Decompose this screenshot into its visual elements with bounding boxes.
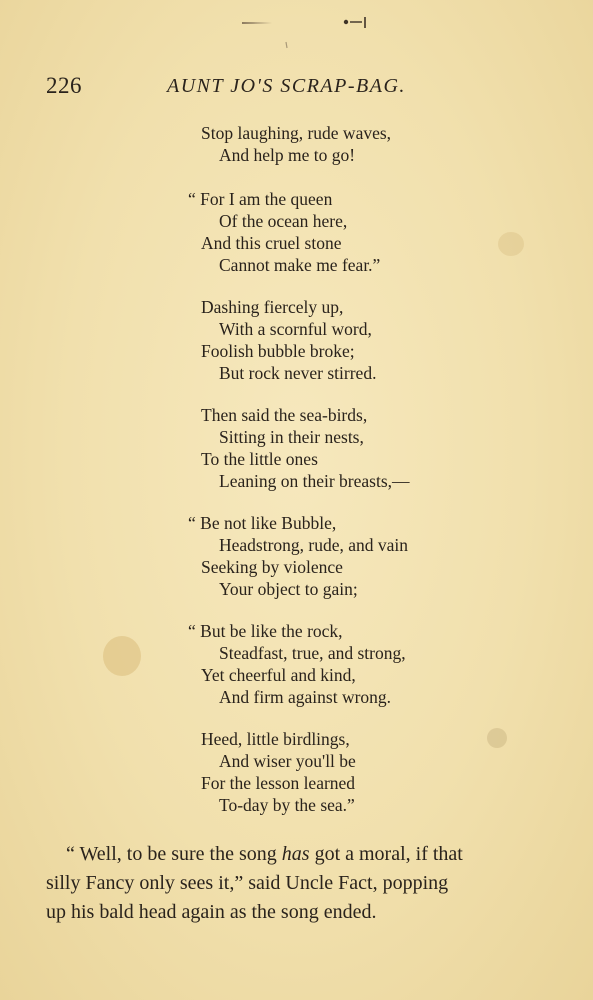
prose-line (46, 840, 546, 869)
poem-line: Dashing fiercely up, (201, 297, 344, 317)
poem-line: “ For I am the queen (188, 189, 333, 209)
poem-line: Seeking by violence (201, 557, 343, 577)
stanza-2 (0, 188, 593, 276)
stanza-4 (0, 404, 593, 492)
poem-line: To-day by the sea.” (219, 795, 355, 815)
page-header (0, 73, 593, 99)
stanza-3 (0, 296, 593, 384)
prose-text: “ Well, to be sure the song (66, 843, 282, 865)
prose-line: up his bald head again as the song ended. (46, 901, 377, 923)
poem-line: “ But be like the rock, (188, 621, 343, 641)
prose-text: got a moral, if that (309, 843, 463, 865)
poem-line: Of the ocean here, (219, 211, 348, 231)
prose-line: silly Fancy only sees it,” said Uncle Fact, popping (46, 872, 449, 894)
poem-line: Headstrong, rude, and vain (219, 535, 409, 555)
poem-line: Stop laughing, rude waves, (201, 123, 392, 143)
poem-line: Cannot make me fear.” (219, 255, 381, 275)
stanza-6 (0, 620, 593, 708)
stanza-5 (0, 512, 593, 600)
poem-line: And this cruel stone (201, 233, 342, 253)
prose-paragraph (46, 840, 546, 927)
emphasis-text: has (281, 843, 310, 865)
poem-line: For the lesson learned (201, 773, 356, 793)
poem-line: Leaning on their breasts,— (219, 471, 410, 491)
poem-line: And help me to go! (219, 145, 356, 165)
poem-line: Steadfast, true, and strong, (219, 643, 406, 663)
page-number: 226 (46, 73, 82, 98)
stanza-7 (0, 728, 593, 816)
stanza-1 (0, 122, 593, 166)
poem-line: To the little ones (201, 449, 318, 469)
poem-line: And firm against wrong. (219, 687, 392, 707)
poem-line: And wiser you'll be (219, 751, 356, 771)
poem-line: Your object to gain; (219, 579, 358, 599)
printer-ornament (238, 14, 398, 54)
poem (0, 122, 593, 836)
poem-line: “ Be not like Bubble, (188, 513, 337, 533)
poem-line: Yet cheerful and kind, (201, 665, 356, 685)
poem-line: But rock never stirred. (219, 363, 377, 383)
running-title: AUNT JO'S SCRAP-BAG. (167, 75, 406, 97)
poem-line: Then said the sea-birds, (201, 405, 368, 425)
poem-line: Foolish bubble broke; (201, 341, 355, 361)
poem-line: With a scornful word, (219, 319, 372, 339)
poem-line: Sitting in their nests, (219, 427, 364, 447)
poem-line: Heed, little birdlings, (201, 729, 350, 749)
